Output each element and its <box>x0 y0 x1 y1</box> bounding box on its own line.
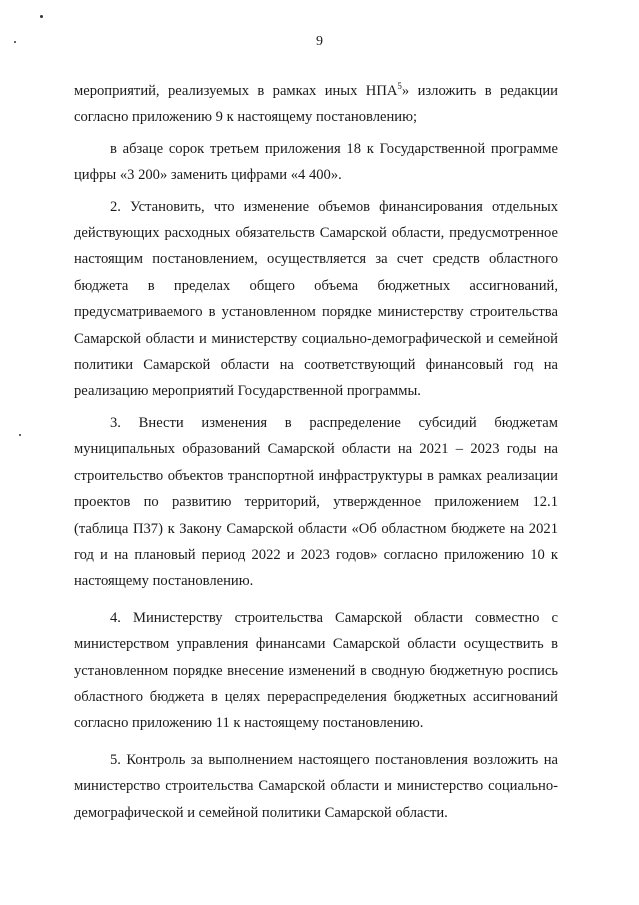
scan-speck <box>19 434 21 436</box>
footnote-marker: 5 <box>397 81 402 92</box>
page-number: 9 <box>316 34 323 49</box>
paragraph-item-3: 3. Внести изменения в распределение субсидий бюджетам муниципальных образований Самарской области на 2021 – 2023 годы на строительство объектов транспортной инфраструктуры в рамках реализации проектов по развитию территорий, утвержденное приложением 12.1 (таблица П37) к Закону Самарской области «Об областном бюджете на 2021 год и на плановый период 2022 и 2023 годов» согласно приложению 10 к настоящему постановлению. <box>74 414 558 590</box>
paragraph-item-4: 4. Министерству строительства Самарской области совместно с министерством управления финансами Самарской области осуществить в установленном порядке внесение изменений в сводную бюджетную роспись областного бюджета в целях перераспределения бюджетных ассигнований согласно приложению 11 к настоящему постановлению. <box>74 609 558 732</box>
paragraph-amendment: в абзаце сорок третьем приложения 18 к Государственной программе цифры «3 200» заменить цифрами «4 400». <box>74 140 558 184</box>
document-body <box>74 78 558 826</box>
paragraph-item-5: 5. Контроль за выполнением настоящего постановления возложить на министерство строительства Самарской области и министерство социально-демографической и семейной политики Самарской области. <box>74 751 558 821</box>
paragraph-continuation <box>74 78 558 131</box>
scan-speck <box>40 15 43 18</box>
paragraph-item-2: 2. Установить, что изменение объемов финансирования отдельных действующих расходных обязательств Самарской области, предусмотренное настоящим постановлением, осуществляется за счет средств областного бюджета в пределах общего объема бюджетных ассигнований, предусматриваемого в установленном порядке министерству строительства Самарской области и министерству социально-демографической и семейной политики Самарской области на соответствующий финансовый год на реализацию мероприятий Государственной программы. <box>74 198 558 400</box>
paragraph-text: » изложить в редакции согласно приложению 9 к настоящему постановлению; <box>74 83 558 126</box>
paragraph-text: мероприятий, реализуемых в рамках иных НПА <box>74 83 398 99</box>
